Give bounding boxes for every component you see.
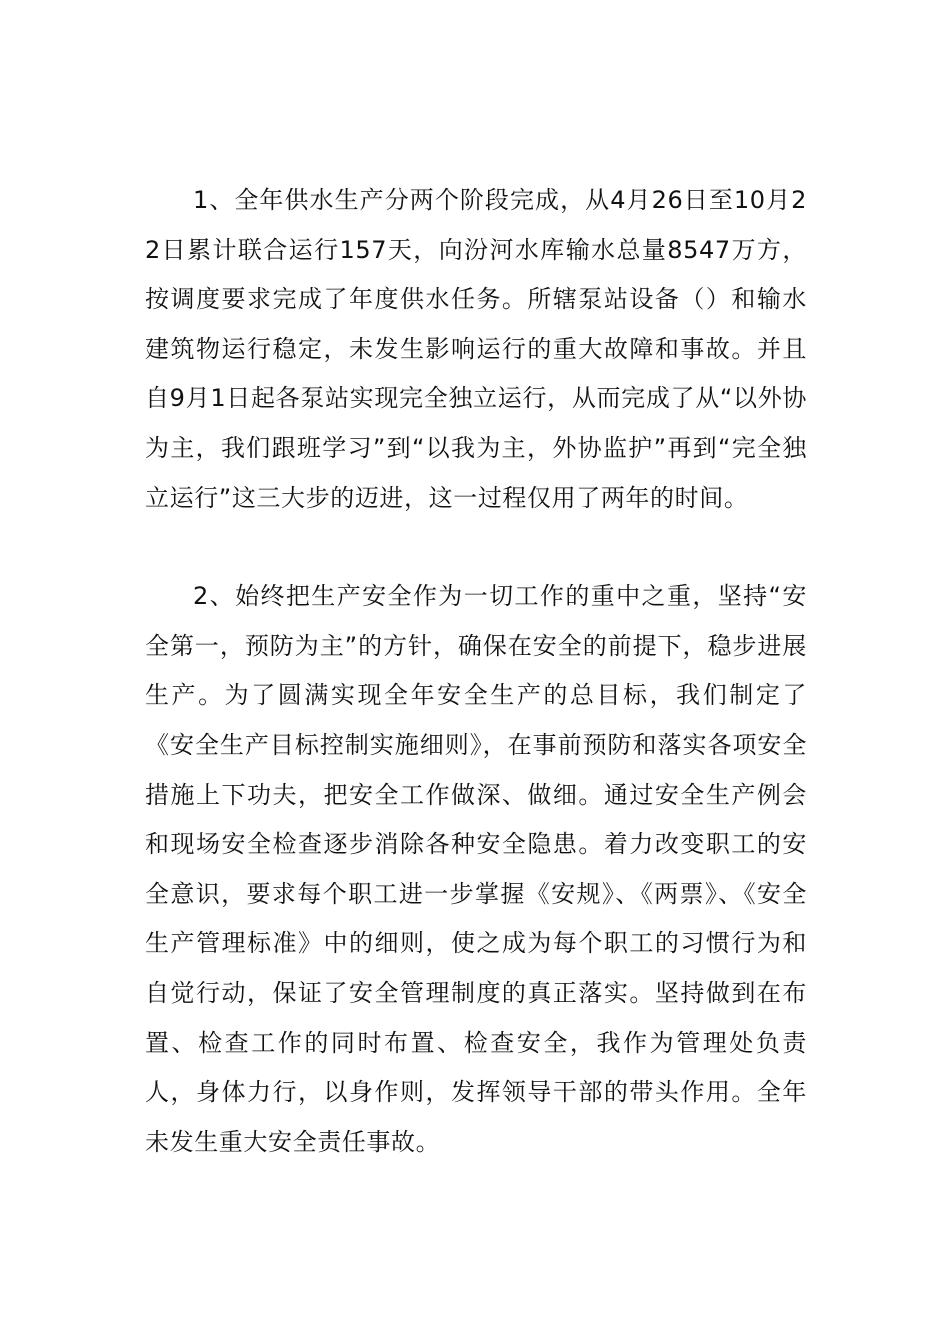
paragraph-spacer [145,523,807,572]
paragraph-1: 1、全年供水生产分两个阶段完成，从4月26日至10月22日累计联合运行157天，向汾河水库输水总量8547万方，按调度要求完成了年度供水任务。所辖泵站设备（）和输水建筑物运行稳定，未发生影响运行的重大故障和事故。并且自9月1日起各泵站实现完全独立运行，从而完成了从“以外协为主，我们跟班学习”到“以我为主，外协监护”再到“完全独立运行”这三大步的迈进，这一过程仅用了两年的时间。 [145,186,807,512]
paragraph-2: 2、始终把生产安全作为一切工作的重中之重，坚持“安全第一，预防为主”的方针，确保在安全的前提下，稳步进展生产。为了圆满实现全年安全生产的总目标，我们制定了《安全生产目标控制实施细则》，在事前预防和落实各项安全措施上下功夫，把安全工作做深、做细。通过安全生产例会和现场安全检查逐步消除各种安全隐患。着力改变职工的安全意识，要求每个职工进一步掌握《安规》、《两票》、《安全生产管理标准》中的细则，使之成为每个职工的习惯行为和自觉行动，保证了安全管理制度的真正落实。坚持做到在布置、检查工作的同时布置、检查安全，我作为管理处负责人，身体力行，以身作则，发挥领导干部的带头作用。全年未发生重大安全责任事故。 [145,582,807,1156]
document-body [145,176,807,1167]
